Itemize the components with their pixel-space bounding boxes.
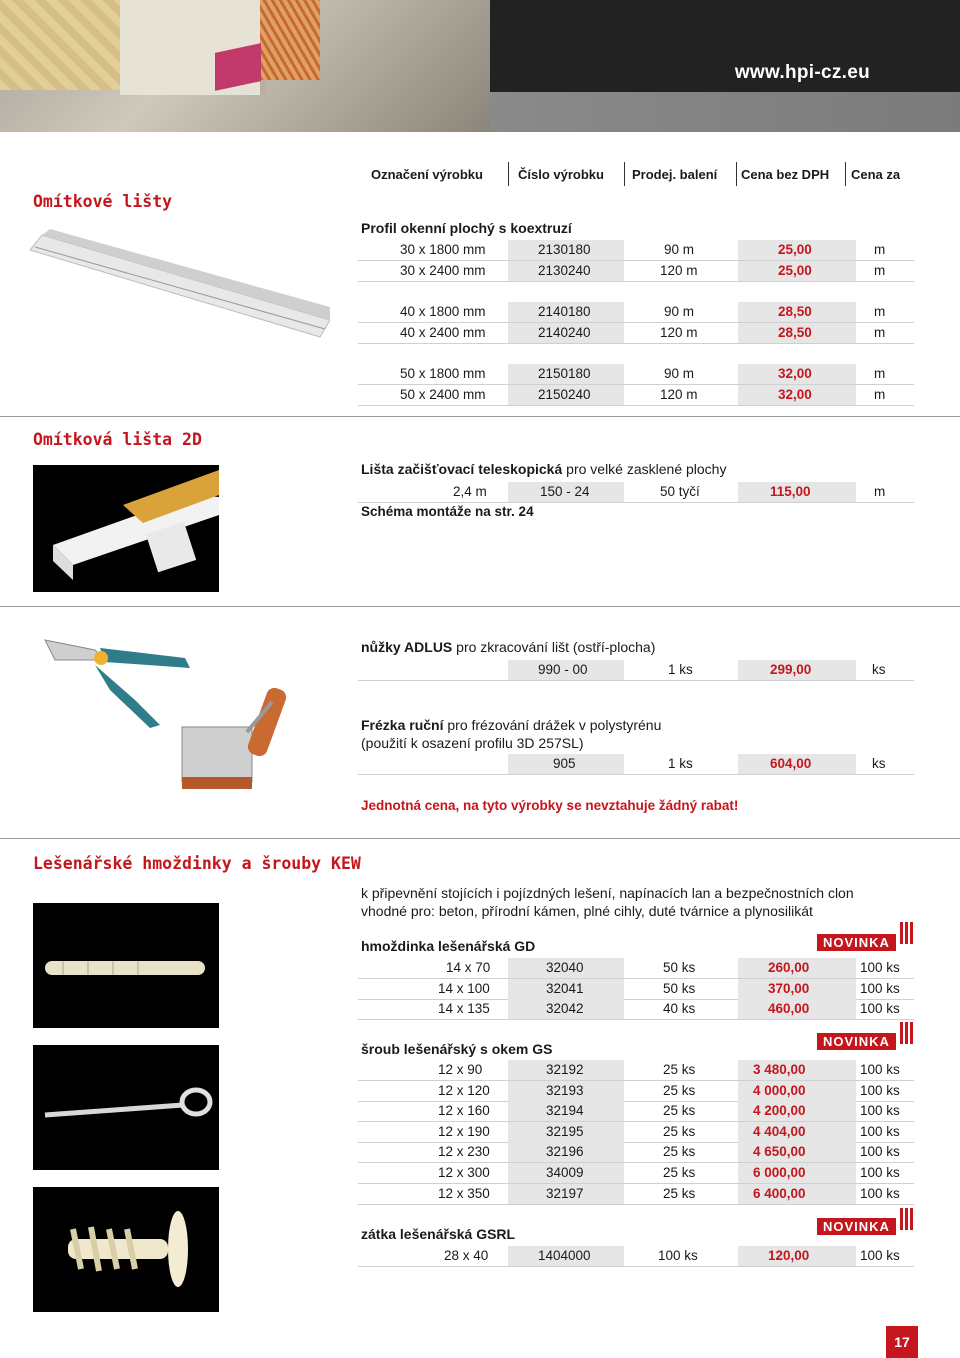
novinka-badge: NOVINKA: [817, 1033, 896, 1050]
table-row: 12 x 350 32197 25 ks 6 400,00 100 ks: [358, 1184, 914, 1205]
table-row: 50 x 1800 mm 2150180 90 m 32,00 m: [358, 364, 914, 385]
eye-screw-gs-image: [33, 1045, 219, 1170]
section-divider: [0, 416, 960, 417]
table-row: 12 x 90 32192 25 ks 3 480,00 100 ks: [358, 1060, 914, 1081]
col-header-name: Označení výrobku: [371, 167, 483, 182]
section-divider: [0, 606, 960, 607]
table-row: 990 - 00 1 ks 299,00 ks: [358, 660, 914, 681]
table-row: 14 x 135 32042 40 ks 460,00 100 ks: [358, 999, 914, 1020]
column-separator: [845, 162, 846, 186]
product-subtitle: Lišta začišťovací teleskopická pro velké zasklené plochy: [361, 461, 727, 477]
table-row: 12 x 300 34009 25 ks 6 000,00 100 ks: [358, 1163, 914, 1184]
column-separator: [508, 162, 509, 186]
column-separator: [736, 162, 737, 186]
novinka-badge: NOVINKA: [817, 934, 896, 951]
table-row: 12 x 120 32193 25 ks 4 000,00 100 ks: [358, 1081, 914, 1102]
header-photo: [0, 0, 960, 132]
product-subtitle: Profil okenní plochý s koextruzí: [361, 220, 572, 236]
col-header-pack: Prodej. balení: [632, 167, 718, 182]
table-row: 2,4 m 150 - 24 50 tyčí 115,00 m: [358, 482, 914, 503]
badge-dots: [900, 1208, 914, 1230]
tool-description: nůžky ADLUS pro zkracování lišt (ostří-plocha): [361, 639, 656, 655]
table-row: 12 x 160 32194 25 ks 4 200,00 100 ks: [358, 1101, 914, 1122]
groove-cutter-image: [172, 682, 312, 802]
header-band: [490, 0, 960, 92]
table-row: 905 1 ks 604,00 ks: [358, 754, 914, 775]
scissors-image: [35, 620, 195, 730]
table-row: 14 x 70 32040 50 ks 260,00 100 ks: [358, 958, 914, 979]
table-row: 30 x 1800 mm 2130180 90 m 25,00 m: [358, 240, 914, 261]
table-row: 40 x 2400 mm 2140240 120 m 28,50 m: [358, 323, 914, 344]
kew-description: k připevnění stojících i pojízdných lešení, napínacích lan a bezpečnostních clon: [361, 885, 854, 901]
tool-description: Frézka ruční pro frézování drážek v polystyrénu: [361, 717, 662, 733]
assembly-note: Schéma montáže na str. 24: [361, 504, 534, 519]
col-header-price: Cena bez DPH: [741, 167, 830, 182]
dowel-gd-image: [33, 903, 219, 1028]
tool-description-line2: (použití k osazení profilu 3D 257SL): [361, 735, 584, 751]
novinka-badge: NOVINKA: [817, 1218, 896, 1235]
product-group-title: zátka lešenářská GSRL: [361, 1226, 516, 1242]
col-header-unit: Cena za: [851, 167, 901, 182]
section-title-omitkove-listy: Omítkové lišty: [33, 192, 173, 211]
badge-dots: [900, 922, 914, 944]
page-number: 17: [886, 1326, 918, 1358]
table-row: 50 x 2400 mm 2150240 120 m 32,00 m: [358, 385, 914, 406]
product-group-title: hmoždinka lešenářská GD: [361, 938, 536, 954]
lista-2d-image: [33, 465, 219, 592]
table-row: 14 x 100 32041 50 ks 370,00 100 ks: [358, 979, 914, 1000]
section-title-omitkova-lista-2d: Omítková lišta 2D: [33, 430, 202, 449]
product-group-title: šroub lešenářský s okem GS: [361, 1041, 553, 1057]
mesh-graphic: [260, 0, 320, 80]
plug-gsrl-image: [33, 1187, 219, 1312]
insulation-graphic: [0, 0, 120, 90]
profile-image: [30, 225, 330, 340]
table-row: 12 x 190 32195 25 ks 4 404,00 100 ks: [358, 1122, 914, 1143]
col-header-number: Číslo výrobku: [518, 167, 604, 182]
website-url[interactable]: www.hpi-cz.eu: [734, 62, 870, 83]
table-row: 28 x 40 1404000 100 ks 120,00 100 ks: [358, 1246, 914, 1267]
column-separator: [624, 162, 625, 186]
table-row: 30 x 2400 mm 2130240 120 m 25,00 m: [358, 261, 914, 282]
section-divider: [0, 838, 960, 839]
no-discount-warning: Jednotná cena, na tyto výrobky se nevztahuje žádný rabat!: [361, 798, 739, 813]
table-row: 40 x 1800 mm 2140180 90 m 28,50 m: [358, 302, 914, 323]
table-row: 12 x 230 32196 25 ks 4 650,00 100 ks: [358, 1142, 914, 1163]
kew-suitability: vhodné pro: beton, přírodní kámen, plné cihly, duté tvárnice a plynosilikát: [361, 903, 813, 919]
section-title-kew: Lešenářské hmoždinky a šrouby KEW: [33, 854, 361, 873]
badge-dots: [900, 1022, 914, 1044]
